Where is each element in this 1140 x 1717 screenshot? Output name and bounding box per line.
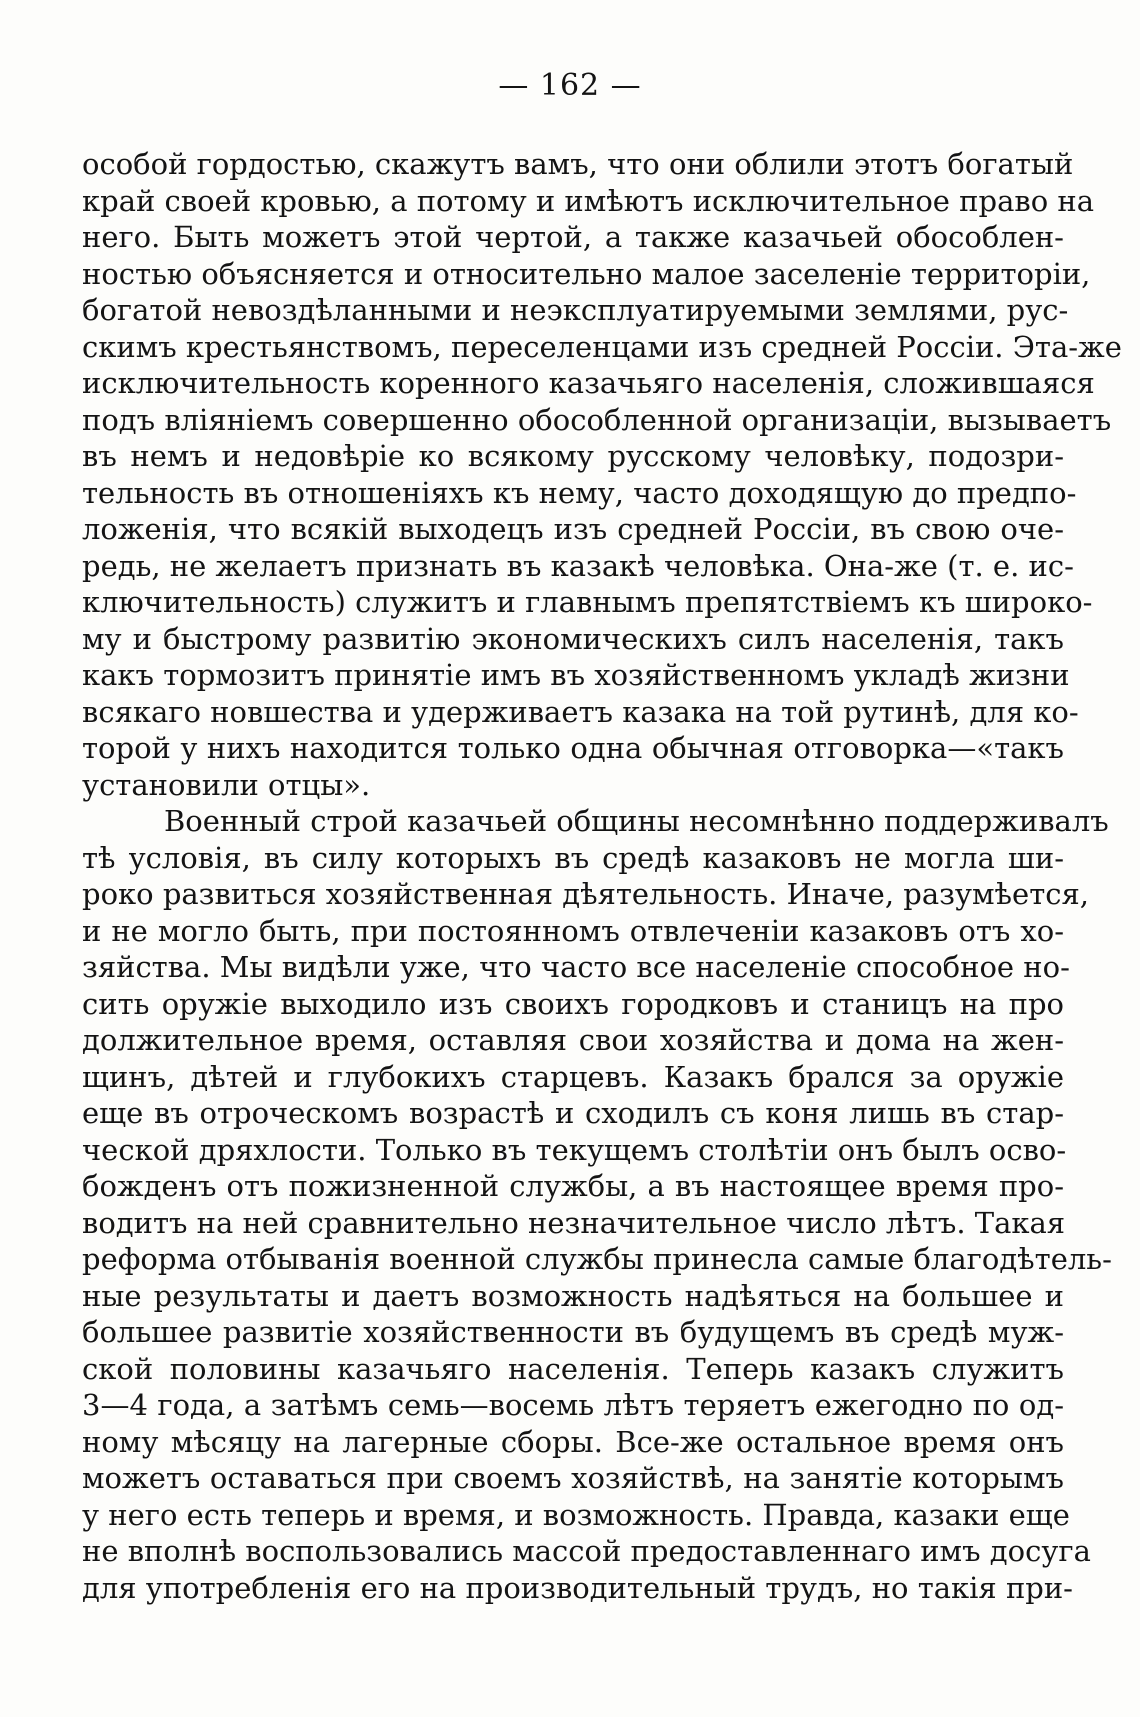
- text-line: зяйства. Мы видѣли уже, что часто все населеніе способное но-: [82, 950, 1070, 984]
- text-line: и не могло быть, при постоянномъ отвлеченіи казаковъ отъ хо-: [82, 913, 1064, 948]
- text-line: подъ вліяніемъ совершенно обособленной организаціи, вызываетъ: [82, 402, 1112, 437]
- text-line: роко развиться хозяйственная дѣятельность. Иначе, разумѣется,: [82, 877, 1089, 911]
- page-number: — 162 —: [498, 68, 642, 103]
- text-line: всякаго новшества и удерживаетъ казака на той рутинѣ, для ко-: [82, 694, 1079, 729]
- text-line: 3—4 года, а затѣмъ семь—восемь лѣтъ теряетъ ежегодно по од-: [82, 1388, 1064, 1422]
- text-line: какъ тормозитъ принятіе имъ въ хозяйственномъ укладѣ жизни: [82, 658, 1070, 692]
- text-line: ключительность) служитъ и главнымъ препятствіемъ къ широко-: [82, 585, 1093, 619]
- paragraph-2: [82, 803, 1112, 1606]
- text-line: него. Быть можетъ этой чертой, а также казачьей обособлен-: [82, 220, 1064, 254]
- text-line: торой у нихъ находится только одна обычная отговорка—«такъ: [82, 731, 1064, 765]
- text-line: ностью объясняется и относительно малое заселеніе территоріи,: [82, 256, 1091, 291]
- text-line: особой гордостью, скажутъ вамъ, что они облили этотъ богатый: [82, 147, 1074, 181]
- text-line: ской половины казачьяго населенія. Теперь казакъ служитъ: [82, 1351, 1064, 1386]
- text-line: должительное время, оставляя свои хозяйства и дома на жен-: [82, 1023, 1064, 1057]
- text-line: щинъ, дѣтей и глубокихъ старцевъ. Казакъ брался за оружіе: [82, 1059, 1064, 1094]
- text-line: редь, не желаетъ признать въ казакѣ человѣка. Она-же (т. е. ис-: [82, 548, 1074, 583]
- text-line: му и быстрому развитію экономическихъ силъ населенія, такъ: [82, 621, 1064, 656]
- text-line: ческой дряхлости. Только въ текущемъ столѣтіи онъ былъ осво-: [82, 1132, 1067, 1167]
- text-line: тельность въ отношеніяхъ къ нему, часто доходящую до предпо-: [82, 475, 1077, 510]
- text-line: Военный строй казачьей общины несомнѣнно поддерживалъ: [164, 804, 1109, 838]
- text-line: ному мѣсяцу на лагерные сборы. Все-же остальное время онъ: [82, 1424, 1064, 1459]
- text-line: ные результаты и даетъ возможность надѣяться на большее и: [82, 1278, 1064, 1313]
- text-line: божденъ отъ пожизненной службы, а въ настоящее время про-: [82, 1169, 1064, 1203]
- text-line: край своей кровью, а потому и имѣютъ исключительное право на: [82, 183, 1094, 218]
- text-line: для употребленія его на производительный трудъ, но такія при-: [82, 1570, 1073, 1605]
- text-line: большее развитіе хозяйственности въ будущемъ въ средѣ муж-: [82, 1315, 1064, 1349]
- paragraph-1: [82, 146, 1122, 803]
- text-line: тѣ условія, въ силу которыхъ въ средѣ казаковъ не могла ши-: [82, 840, 1064, 875]
- text-line: въ немъ и недовѣріе ко всякому русскому человѣку, подозри-: [82, 439, 1064, 473]
- text-line: ложенія, что всякій выходецъ изъ средней Россіи, въ свою оче-: [82, 512, 1064, 546]
- text-line: водитъ на ней сравнительно незначительное число лѣтъ. Такая: [82, 1205, 1066, 1240]
- text-line: еще въ отроческомъ возрастѣ и сходилъ съ коня лишь въ стар-: [82, 1096, 1064, 1130]
- text-line: скимъ крестьянствомъ, переселенцами изъ средней Россіи. Эта-же: [82, 329, 1122, 364]
- text-line: у него есть теперь и время, и возможность. Правда, казаки еще: [82, 1497, 1070, 1532]
- text-line: исключительность коренного казачьяго населенія, сложившаяся: [82, 366, 1095, 400]
- text-line: реформа отбыванія военной службы принесла самые благодѣтель-: [82, 1242, 1112, 1276]
- text-line: установили отцы».: [82, 767, 371, 802]
- text-line: не вполнѣ воспользовались массой предоставленнаго имъ досуга: [82, 1534, 1091, 1568]
- page-text: [82, 146, 1122, 1606]
- text-line: богатой невоздѣланными и неэксплуатируемыми землями, рус-: [82, 293, 1069, 327]
- text-line: сить оружіе выходило изъ своихъ городковъ и станицъ на про: [82, 986, 1064, 1021]
- text-line: можетъ оставаться при своемъ хозяйствѣ, на занятіе которымъ: [82, 1461, 1064, 1495]
